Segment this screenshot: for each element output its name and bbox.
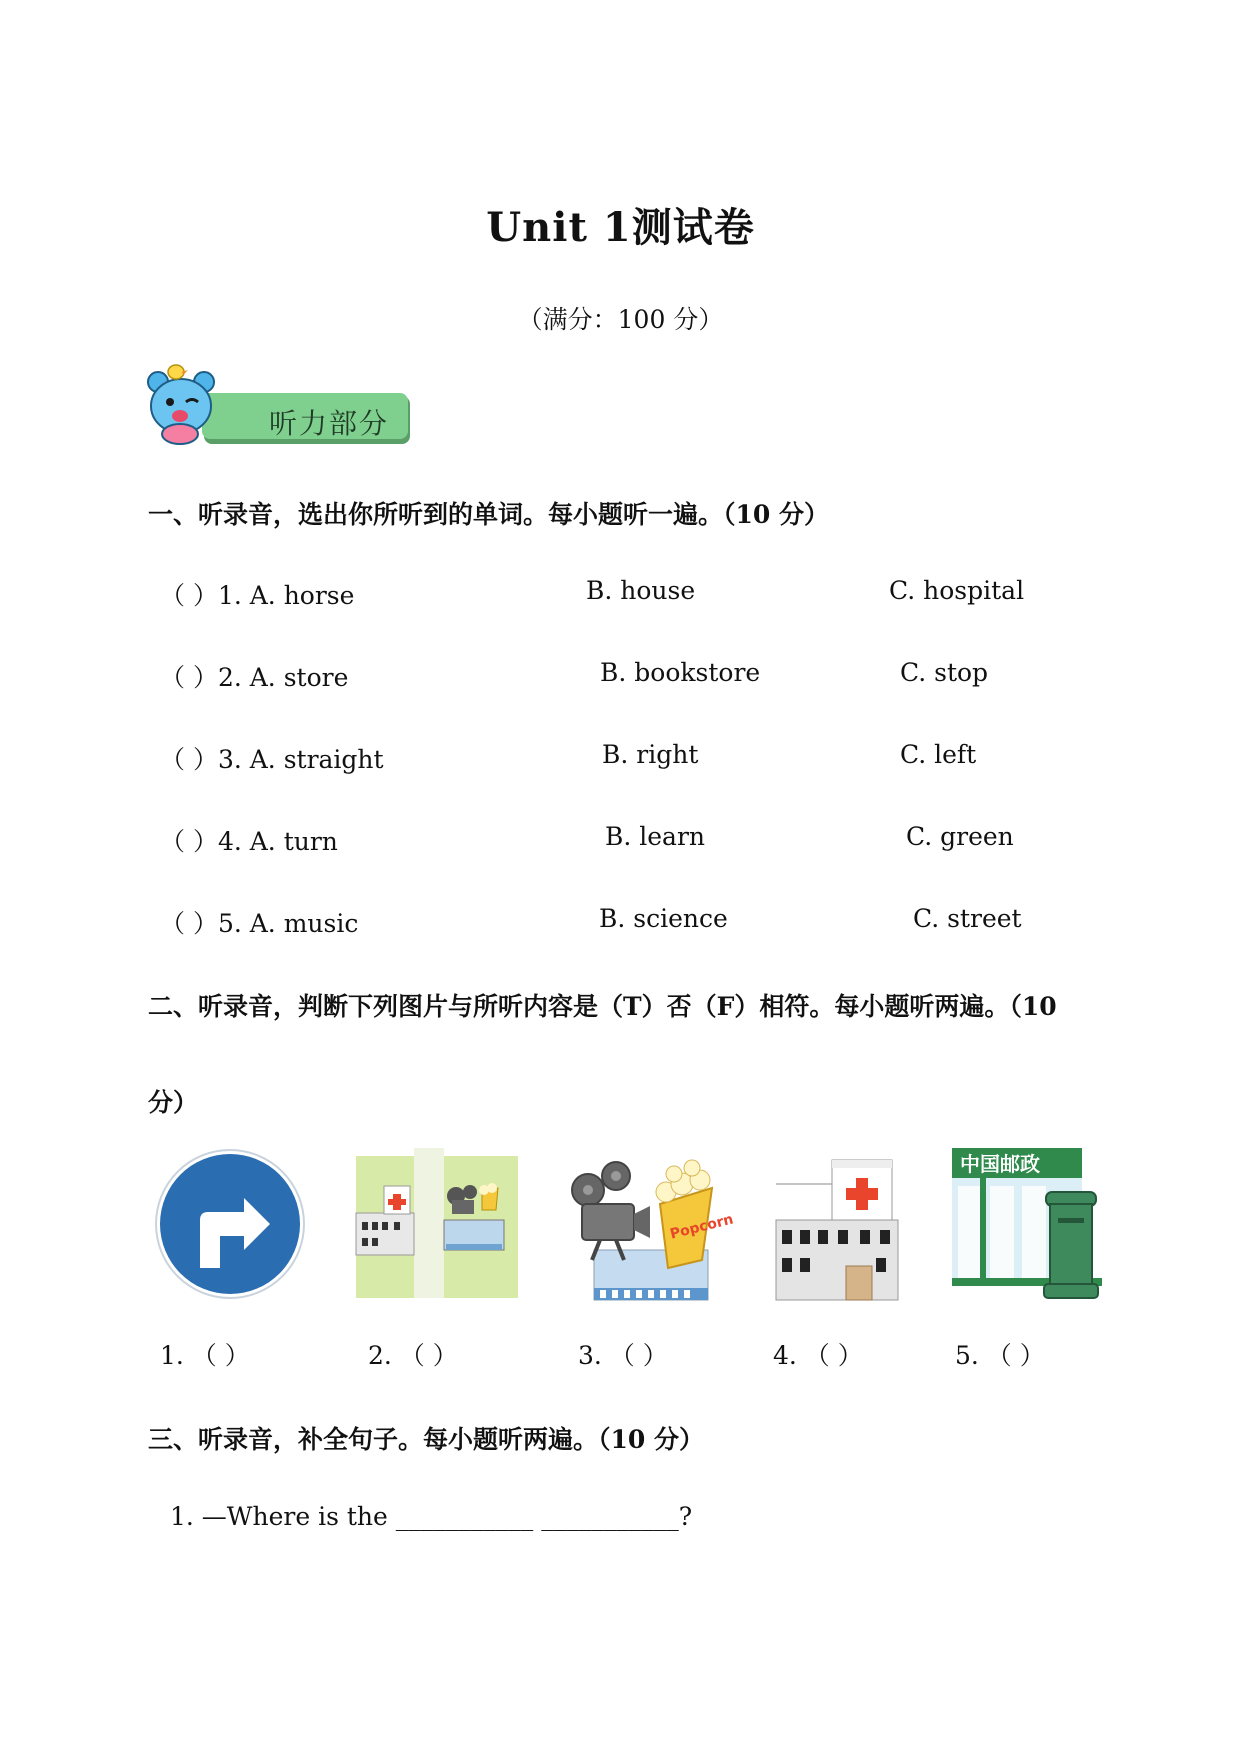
- post-office-picture-icon: [952, 1148, 1102, 1300]
- section2-heading-line2: 分）: [148, 1088, 199, 1117]
- section3-heading: 三、听录音，补全句子。每小题听两遍。（10 分）: [148, 1425, 704, 1454]
- post-office-sign-label: 中国邮政: [960, 1152, 1040, 1176]
- q5-option-b: B. science: [599, 904, 728, 933]
- q5-stem: （ ）5. A. music: [160, 909, 359, 938]
- q3-stem: （ ）3. A. straight: [160, 745, 384, 774]
- q1-option-b: B. house: [586, 576, 696, 605]
- q2-option-b: B. bookstore: [600, 658, 761, 687]
- q5-option-c: C. street: [913, 904, 1022, 933]
- q1-option-c: C. hospital: [889, 576, 1025, 605]
- q3-option-c: C. left: [900, 740, 977, 769]
- q3-option-b: B. right: [602, 740, 699, 769]
- picture5-caption: 5. （ ）: [955, 1341, 1045, 1370]
- turn-right-sign-icon: [154, 1148, 306, 1300]
- popcorn-label: Popcorn: [668, 1211, 736, 1243]
- banner-label: 听力部分: [268, 407, 389, 440]
- page-title: Unit 1测试卷: [486, 204, 755, 251]
- picture4-caption: 4. （ ）: [773, 1341, 863, 1370]
- section2-heading-line1: 二、听录音，判断下列图片与所听内容是（T）否（F）相符。每小题听两遍。（10: [148, 992, 1057, 1021]
- picture1-caption: 1. （ ）: [160, 1341, 250, 1370]
- q2-stem: （ ）2. A. store: [160, 663, 349, 692]
- full-score: （满分：100 分）: [517, 305, 724, 334]
- q2-option-c: C. stop: [900, 658, 989, 687]
- q1-stem: （ ）1. A. horse: [160, 581, 355, 610]
- section3-sentence1: 1. —Where is the ___________ ___________?: [170, 1502, 693, 1531]
- hospital-and-cinema-picture-icon: [356, 1148, 518, 1298]
- q4-option-c: C. green: [906, 822, 1014, 851]
- hospital-picture-icon: [776, 1148, 902, 1300]
- picture2-caption: 2. （ ）: [368, 1341, 458, 1370]
- section1-heading: 一、听录音，选出你所听到的单词。每小题听一遍。（10 分）: [148, 500, 829, 529]
- picture3-caption: 3. （ ）: [578, 1341, 668, 1370]
- q4-option-b: B. learn: [605, 822, 706, 851]
- cinema-popcorn-picture-icon: [570, 1148, 736, 1300]
- q4-stem: （ ）4. A. turn: [160, 827, 338, 856]
